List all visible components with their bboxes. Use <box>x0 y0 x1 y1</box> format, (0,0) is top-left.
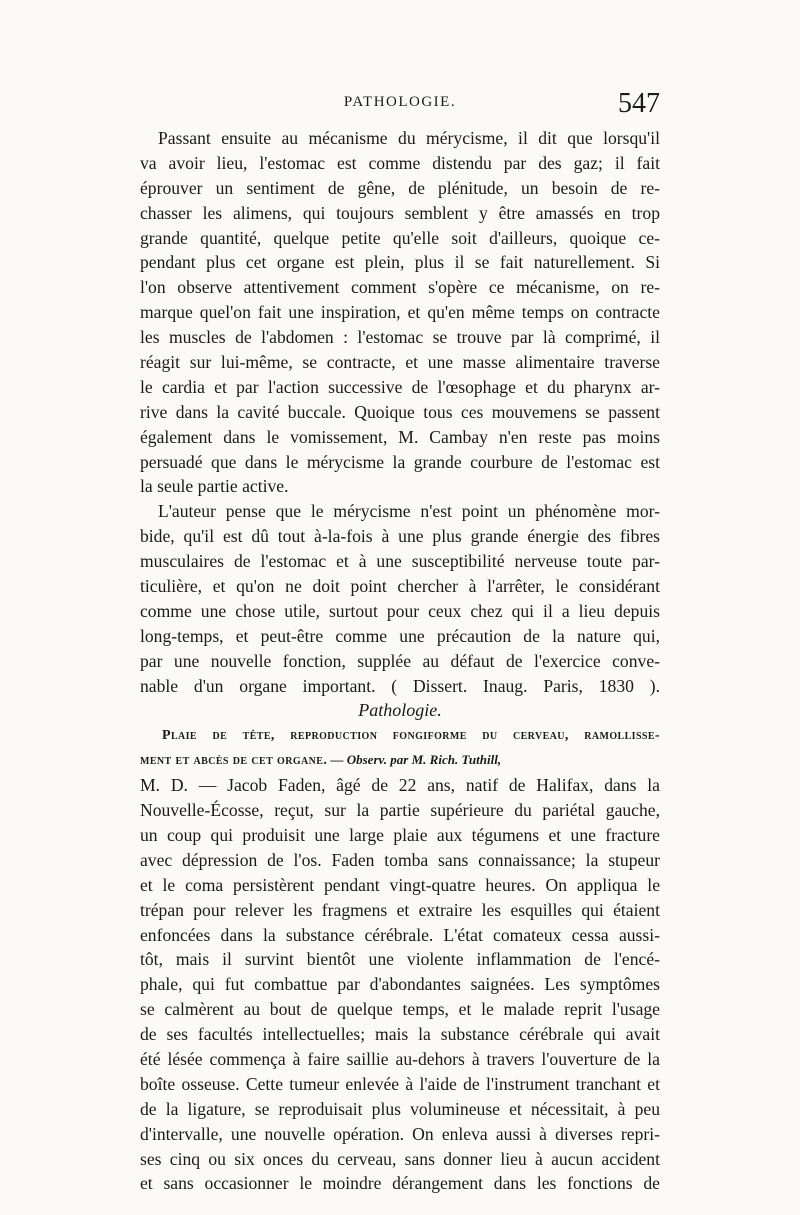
text-line: L'auteur pense que le mérycisme n'est point un phénomène mor- <box>158 501 660 522</box>
text-line: boîte osseuse. Cette tumeur enlevée à l'aide de l'instrument tranchant et <box>140 1073 660 1094</box>
text-line: grande quantité, quelque petite qu'elle soit d'ailleurs, quoique ce- <box>140 227 660 248</box>
text-line: persuadé que dans le mérycisme la grande courbure de l'estomac est <box>140 451 660 472</box>
text-line: nable d'un organe important. ( Dissert. Inaug. Paris, 1830 ). <box>140 675 660 696</box>
page-number: 547 <box>618 88 660 119</box>
text-line: un coup qui produisit une large plaie aux tégumens et une fracture <box>140 824 660 845</box>
running-head <box>140 88 660 128</box>
text-line: chasser les alimens, qui toujours semblent y être amassés en trop <box>140 202 660 223</box>
text-line: éprouver un sentiment de gêne, de plénitude, un besoin de re- <box>140 177 660 198</box>
text-line: long-temps, et peut-être comme une précaution de la nature qui, <box>140 625 660 646</box>
article-title-line <box>140 748 660 773</box>
page-body <box>140 126 660 1196</box>
text-line: de ses facultés intellectuelles; mais la substance cérébrale qui avait <box>140 1024 660 1045</box>
section-heading: Pathologie. <box>358 700 442 721</box>
text-line: M. D. — Jacob Faden, âgé de 22 ans, natif de Halifax, dans la <box>140 775 660 796</box>
article-observation <box>140 723 660 1196</box>
text-line: comme une chose utile, surtout pour ceux chez qui il a lieu depuis <box>140 600 660 621</box>
article-title: Plaie de tête, reproduction fongiforme du cerveau, ramollisse- <box>162 728 660 744</box>
text-line: le cardia et par l'action successive de l'œsophage et du pharynx ar- <box>140 376 660 397</box>
text-line: musculaires de l'estomac et à une susceptibilité nerveuse toute par- <box>140 551 660 572</box>
text-line: réagit sur lui-même, se contracte, et une masse alimentaire traverse <box>140 352 660 373</box>
text-line: d'intervalle, une nouvelle opération. On enleva aussi à diverses repri- <box>140 1123 660 1144</box>
text-line: trépan pour relever les fragmens et extraire les esquilles qui étaient <box>140 899 660 920</box>
text-line: et le coma persistèrent pendant vingt-quatre heures. On appliqua le <box>140 874 660 895</box>
text-line: avec dépression de l'os. Faden tomba sans connaissance; la stupeur <box>140 849 660 870</box>
text-line: se calmèrent au bout de quelque temps, et le malade reprit l'usage <box>140 999 660 1020</box>
text-line: va avoir lieu, l'estomac est comme distendu par des gaz; il fait <box>140 152 660 173</box>
text-line: la seule partie active. <box>140 476 289 497</box>
article-title: ment et abcès de cet organe. <box>140 753 328 769</box>
text-line: de la ligature, se reproduisait plus volumineuse et nécessitait, à peu <box>140 1098 660 1119</box>
text-line: et sans occasionner le moindre dérangement dans les fonctions de <box>140 1173 660 1194</box>
text-line: phale, qui fut combattue par d'abondantes saignées. Les symptômes <box>140 974 660 995</box>
text-line: rive dans la cavité buccale. Quoique tous ces mouvemens se passent <box>140 401 660 422</box>
text-line: Nouvelle-Écosse, reçut, sur la partie supérieure du pariétal gauche, <box>140 800 660 821</box>
running-title: PATHOLOGIE. <box>343 94 457 110</box>
byline: — Observ. par M. Rich. Tuthill, <box>330 752 502 768</box>
text-line: l'on observe attentivement comment s'opère ce mécanisme, on re- <box>140 277 660 298</box>
text-line: tôt, mais il survint bientôt une violente inflammation de l'encé- <box>140 949 660 970</box>
text-line: les muscles de l'abdomen : l'estomac se trouve par là comprimé, il <box>140 327 660 348</box>
text-line: par une nouvelle fonction, supplée au défaut de l'exercice conve- <box>140 650 660 671</box>
article-title-line <box>140 723 660 748</box>
text-line: également dans le vomissement, M. Cambay n'en reste pas moins <box>140 426 660 447</box>
text-line: pendant plus cet organe est plein, plus il se fait naturellement. Si <box>140 252 660 273</box>
text-line: été lésée commença à faire saillie au-dehors à travers l'ouverture de la <box>140 1048 660 1069</box>
paragraph-auteur <box>140 499 660 698</box>
text-line: bide, qu'il est dû tout à-la-fois à une plus grande énergie des fibres <box>140 526 660 547</box>
paragraph-mecanisme <box>140 126 660 499</box>
text-line: ticulière, et qu'on ne doit point chercher à l'arrêter, le considérant <box>140 576 660 597</box>
text-line: enfoncées dans la substance cérébrale. L'état comateux cessa aussi- <box>140 924 660 945</box>
text-line: Passant ensuite au mécanisme du mérycisme, il dit que lorsqu'il <box>158 128 660 148</box>
text-line: marque quel'on fait une inspiration, et qu'en même temps on contracte <box>140 302 660 323</box>
text-line: ses cinq ou six onces du cerveau, sans donner lieu à aucun accident <box>140 1148 660 1169</box>
